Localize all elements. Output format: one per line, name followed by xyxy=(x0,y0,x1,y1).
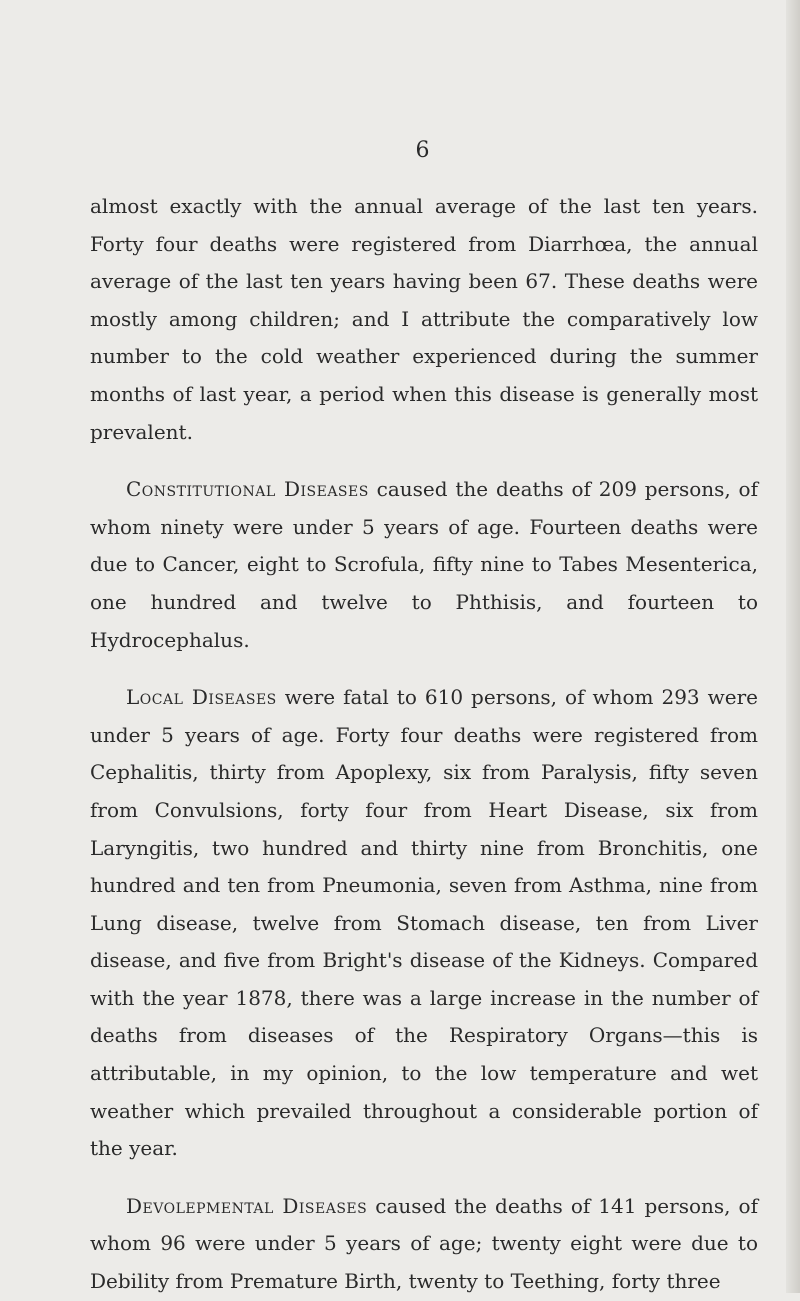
paragraph-text: caused the deaths of 141 persons, of whom 96 were under 5 years of age; twenty eight were due to Debility from Premature Birth, twenty to Teething, forty three xyxy=(90,1193,758,1294)
paragraph-developmental-diseases xyxy=(90,1188,758,1301)
paragraph-constitutional-diseases xyxy=(90,471,758,659)
paragraph-text: almost exactly with the annual average of the last ten years. Forty four deaths were registered from Diarrhœa, the annual average of the last ten years having been 67. These deaths were mostly among children; and I attribute the comparatively low number to the cold weather experienced during the summer months of last year, a period when this disease is generally most prevalent. xyxy=(90,194,758,444)
page-number: 6 xyxy=(415,138,431,163)
paragraph-local-diseases xyxy=(90,679,758,1168)
body-text xyxy=(90,188,758,1301)
paragraph-text: caused the deaths of 209 persons, of whom ninety were under 5 years of age. Fourteen deaths were due to Cancer, eight to Scrofula, fifty nine to Tabes Mesenterica, one hundred and twelve to Phthisis, and fourteen to Hydrocephalus. xyxy=(90,477,759,652)
paragraph-diarrhoea xyxy=(90,188,758,451)
page-edge xyxy=(786,0,800,1293)
paragraph-text: were fatal to 610 persons, of whom 293 were under 5 years of age. Forty four deaths were registered from Cephalitis, thirty from Apoplexy, six from Paralysis, fifty seven from Convulsions, forty four from Heart Disease, six from Laryngitis, two hundred and thirty nine from Bronchitis, one hundred and ten from Pneumonia, seven from Asthma, nine from Lung disease, twelve from Stomach disease, ten from Liver disease, and five from Bright's disease of the Kidneys. Compared with the year 1878, there was a large increase in the number of deaths from diseases of the Respiratory Organs—this is attributable, in my opinion, to the low temperature and wet weather which prevailed throughout a considerable portion of the year. xyxy=(90,685,759,1161)
section-heading: Constitutional Diseases xyxy=(126,477,369,502)
section-heading: Local Diseases xyxy=(126,685,277,710)
section-heading: Devolepmental Diseases xyxy=(126,1193,368,1218)
